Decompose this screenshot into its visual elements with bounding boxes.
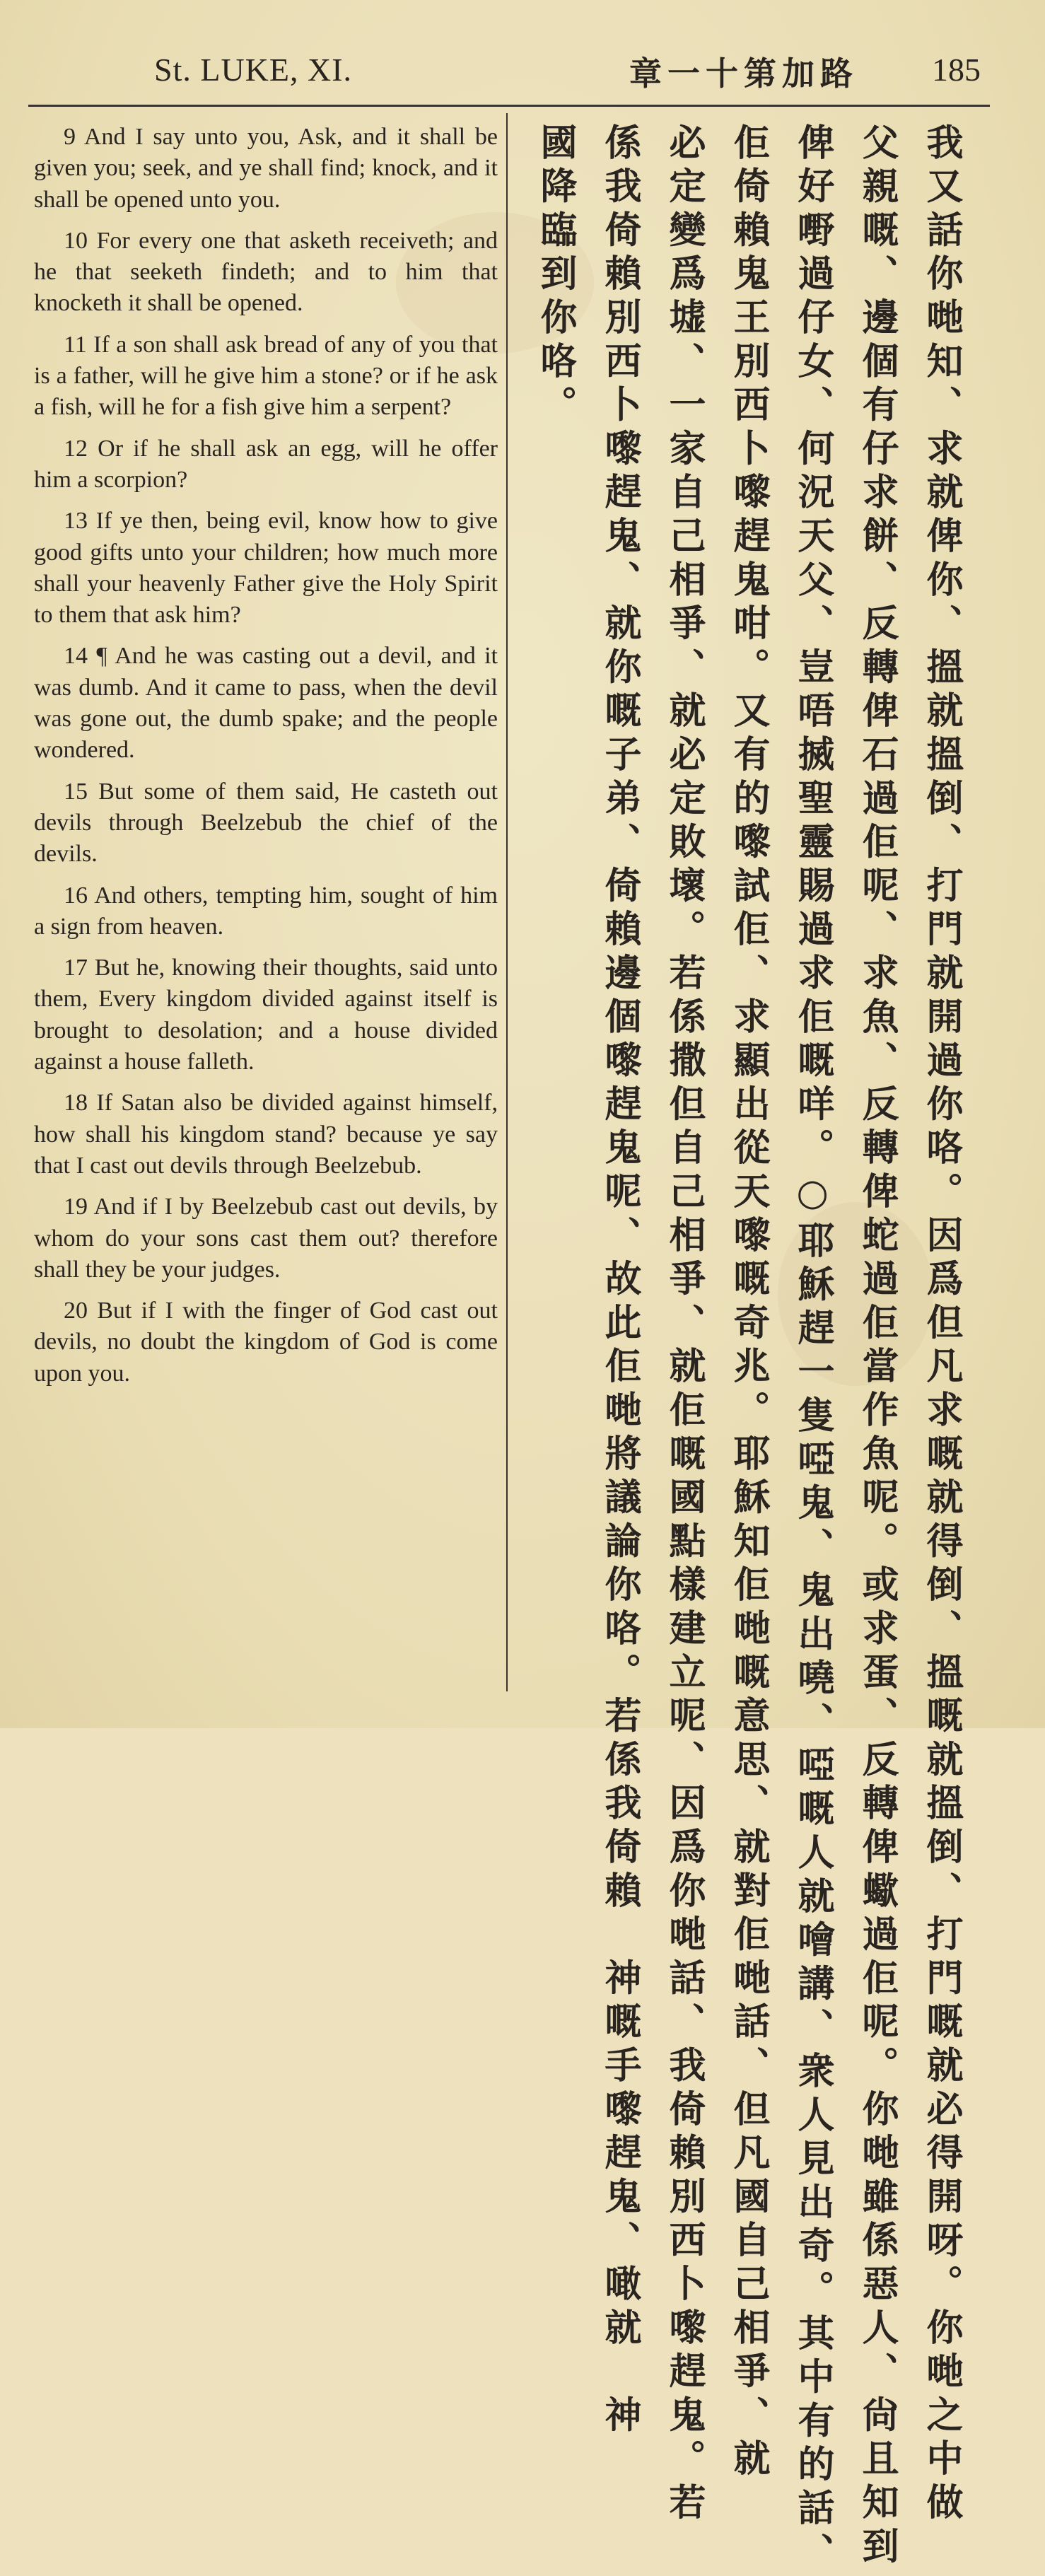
verse-14: 14 ¶ And he was casting out a devil, and it was dumb. And it came to pass, when the devil was gone out, the dumb spake; and the people wondered. (34, 643, 498, 764)
page-number: 185 (932, 52, 981, 88)
verse-18: 18 If Satan also be divided against himself, how shall his kingdom stand? because ye say that I cast out devils through Beelzebub. (34, 1090, 498, 1179)
chinese-column: 必定變爲墟、一家自己相爭、就必定敗壞。若係撒但自己相爭、就佢嘅國點樣建立呢、因爲你哋話、我倚賴別西卜嚟趕鬼。若 (662, 123, 705, 2527)
verse-17: 17 But he, knowing their thoughts, said unto them, Every kingdom divided against itself is brought to desolation; and a house divided against a house falleth. (34, 955, 498, 1076)
chinese-text-block (520, 123, 973, 2576)
verse-13: 13 If ye then, being evil, know how to give good gifts unto your children; how much more shall your heavenly Father give the Holy Spirit to them that ask him? (34, 508, 498, 629)
verse-19: 19 And if I by Beelzebub cast out devils, by whom do your sons cast them out? therefore shall they be your judges. (34, 1194, 498, 1283)
chinese-column: 國降臨到你咯。 (534, 123, 576, 429)
verse-10: 10 For every one that asketh receiveth; and he that seeketh findeth; and to him that knocketh it shall be opened. (34, 227, 498, 317)
verse-12: 12 Or if he shall ask an egg, will he offer him a scorpion? (34, 435, 498, 493)
running-header-chinese: 章一十第加路 (629, 54, 858, 93)
verse-16: 16 And others, tempting him, sought of him a sign from heaven. (34, 882, 498, 940)
verse-20: 20 But if I with the finger of God cast out devils, no doubt the kingdom of God is come upon you. (34, 1298, 498, 1387)
chinese-column: 我又話你哋知、求就俾你、搵就搵倒、打門就開過你咯。因爲但凡求嘅就得倒、搵嘅就搵倒、打門嘅就必得開呀。你哋之中做 (920, 123, 962, 2527)
english-text-column (34, 122, 498, 1399)
verse-11: 11 If a son shall ask bread of any of you that is a father, will he give him a stone? or if he ask a fish, will he for a fish give him a serpent? (34, 331, 498, 421)
chinese-column: 父親嘅、邊個有仔求餅、反轉俾石過佢呢、求魚、反轉俾蛇過佢當作魚呢。或求蛋、反轉俾蠍過佢呢。你哋雖係惡人、尙且知到 (856, 123, 898, 2570)
verse-15: 15 But some of them said, He casteth out devils through Beelzebub the chief of the devils. (34, 778, 498, 868)
verse-9: 9 And I say unto you, Ask, and it shall be given you; seek, and ye shall find; knock, and it shall be opened unto you. (34, 124, 498, 213)
chinese-column: 佢倚賴鬼王別西卜嚟趕鬼咁。又有的嚟試佢、求顯出從天嚟嘅奇兆。耶穌知佢哋嘅意思、就對佢哋話、但凡國自己相爭、就 (727, 123, 769, 2483)
header-rule (28, 105, 990, 107)
chinese-column: 係我倚賴別西卜嚟趕鬼、就你嘅子弟、倚賴邊個嚟趕鬼呢、故此佢哋將議論你咯。若係我倚賴 神嘅手嚟趕鬼、噉就 神 (598, 123, 641, 2440)
column-divider (506, 113, 508, 1691)
running-header-english: St. LUKE, XI. (154, 52, 353, 88)
chinese-column: 俾好嘢過仔女、何況天父、豈唔搣聖靈賜過求佢嘅咩。○耶穌趕一隻啞鬼、鬼出嘵、啞嘅人就噲講、衆人見出奇。其中有的話、 (791, 123, 834, 2576)
